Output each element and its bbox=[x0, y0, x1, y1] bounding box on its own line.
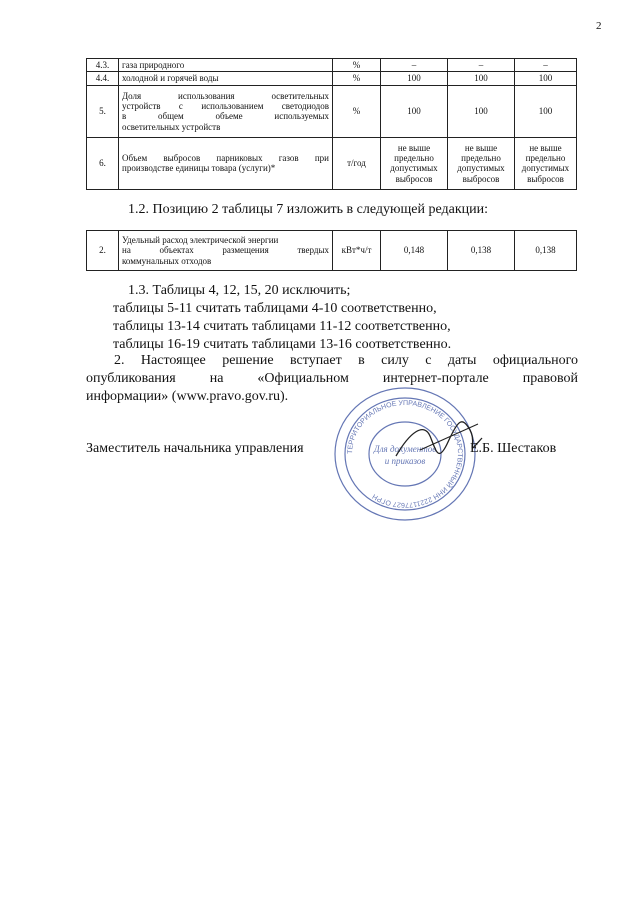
row-value-1: – bbox=[381, 59, 448, 72]
row-value-3: 0,138 bbox=[515, 231, 577, 271]
row-name-line: устройств с использованием светодиодов bbox=[122, 100, 329, 111]
item-2-line: 2. Настоящее решение вступает в силу с даты официального bbox=[114, 353, 578, 368]
page-number: 2 bbox=[596, 20, 602, 32]
row-name bbox=[119, 231, 333, 271]
value-line: выбросов bbox=[527, 173, 564, 184]
row-value-3: 100 bbox=[515, 85, 577, 137]
row-name: газа природного bbox=[119, 59, 333, 72]
value-line: не выше bbox=[464, 142, 498, 153]
row-value-2: 100 bbox=[448, 72, 515, 85]
row-number: 4.3. bbox=[87, 59, 119, 72]
value-line: допустимых bbox=[390, 163, 438, 174]
item-1-2: 1.2. Позицию 2 таблицы 7 изложить в следующей редакции: bbox=[128, 202, 489, 217]
value-line: предельно bbox=[394, 152, 434, 163]
stamp-center-line2: и приказов bbox=[384, 456, 426, 466]
row-name-line: коммунальных отходов bbox=[122, 255, 212, 266]
row-number: 5. bbox=[87, 85, 119, 137]
item-1-3-title: 1.3. Таблицы 4, 12, 15, 20 исключить; bbox=[128, 283, 351, 298]
replacement-table bbox=[86, 230, 577, 271]
value-line: предельно bbox=[461, 152, 501, 163]
row-value-2 bbox=[448, 137, 515, 189]
value-line: допустимых bbox=[457, 163, 505, 174]
item-2-line: опубликования на «Официальном интернет-портале правовой bbox=[86, 371, 578, 386]
row-name-line: на объектах размещения твердых bbox=[122, 245, 329, 256]
row-unit: % bbox=[333, 85, 381, 137]
value-line: выбросов bbox=[462, 173, 500, 184]
stamp-center-line1: Для документов bbox=[373, 444, 437, 454]
row-unit: % bbox=[333, 59, 381, 72]
row-value-2: 100 bbox=[448, 85, 515, 137]
row-value-2: – bbox=[448, 59, 515, 72]
row-name: холодной и горячей воды bbox=[119, 72, 333, 85]
value-line: допустимых bbox=[521, 163, 570, 174]
stamp-outer-text: ТЕРРИТОРИАЛЬНОЕ УПРАВЛЕНИЕ ГОСУДАРСТВЕННЫЙ ИНН 2221177627 ОГРН bbox=[346, 399, 464, 509]
row-name bbox=[119, 85, 333, 137]
row-name-line: Удельный расход электрической энергии bbox=[122, 234, 279, 245]
table-row bbox=[87, 59, 577, 72]
row-name-line: Доля использования осветительных bbox=[122, 90, 329, 101]
row-name bbox=[119, 137, 333, 189]
item-2-line: информации» (www.pravo.gov.ru). bbox=[86, 389, 289, 404]
table-row bbox=[87, 231, 577, 271]
row-number: 2. bbox=[87, 231, 119, 271]
row-value-1 bbox=[381, 137, 448, 189]
table-row bbox=[87, 72, 577, 85]
value-line: предельно bbox=[525, 152, 566, 163]
row-name-line: осветительных устройств bbox=[122, 121, 221, 132]
row-unit: кВт*ч/т bbox=[333, 231, 381, 271]
row-unit: т/год bbox=[333, 137, 381, 189]
signer-position: Заместитель начальника управления bbox=[86, 441, 304, 456]
table-row bbox=[87, 137, 577, 189]
row-name-line: Объем выбросов парниковых газов при bbox=[122, 152, 329, 163]
row-value-3: – bbox=[515, 59, 577, 72]
row-value-2: 0,138 bbox=[448, 231, 515, 271]
row-value-1: 100 bbox=[381, 72, 448, 85]
value-line: не выше bbox=[529, 142, 562, 153]
row-number: 6. bbox=[87, 137, 119, 189]
row-value-1: 0,148 bbox=[381, 231, 448, 271]
item-1-3-line: таблицы 5-11 считать таблицами 4-10 соответственно, bbox=[113, 301, 437, 316]
indicators-table bbox=[86, 58, 577, 190]
row-value-3: 100 bbox=[515, 72, 577, 85]
row-value-3 bbox=[515, 137, 577, 189]
row-name-line: производстве единицы товара (услуги)* bbox=[122, 163, 276, 174]
table-row bbox=[87, 85, 577, 137]
row-unit: % bbox=[333, 72, 381, 85]
signer-name: Е.Б. Шестаков bbox=[470, 441, 557, 456]
row-value-1: 100 bbox=[381, 85, 448, 137]
row-number: 4.4. bbox=[87, 72, 119, 85]
row-name-line: в общем объеме используемых bbox=[122, 111, 329, 122]
value-line: не выше bbox=[397, 142, 431, 153]
item-1-3-line: таблицы 16-19 считать таблицами 13-16 соответственно. bbox=[113, 337, 452, 352]
item-1-3-line: таблицы 13-14 считать таблицами 11-12 соответственно, bbox=[113, 319, 451, 334]
value-line: выбросов bbox=[395, 173, 433, 184]
